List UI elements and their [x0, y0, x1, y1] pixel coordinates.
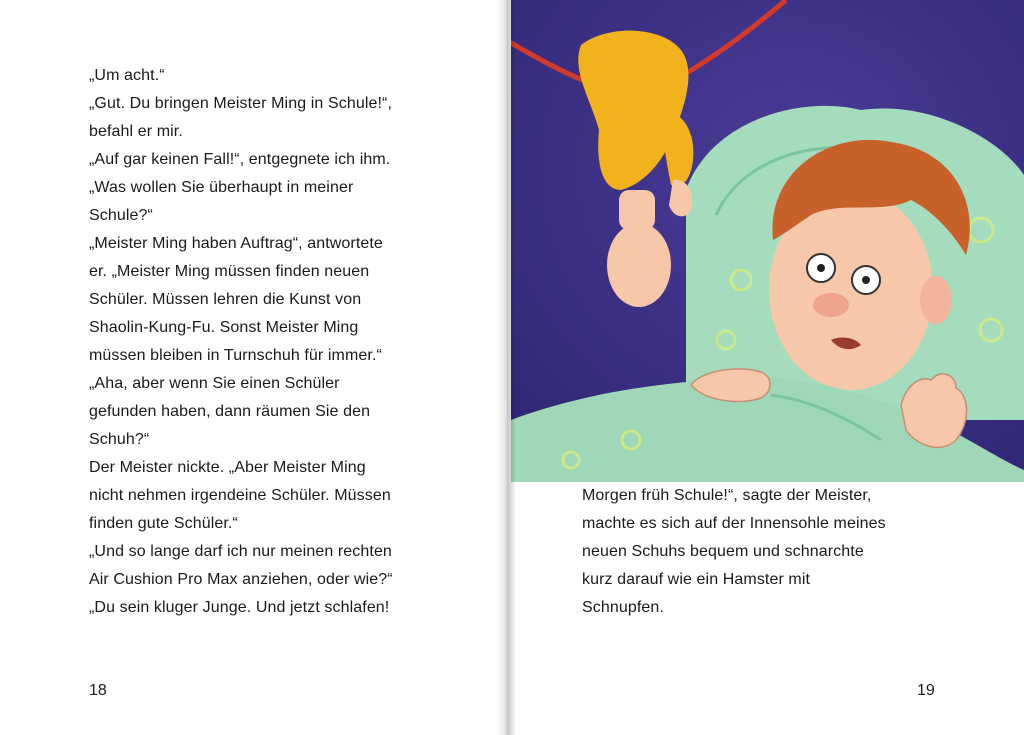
text-line: gefunden haben, dann räumen Sie den	[89, 403, 371, 420]
text-line: „Um acht.“	[89, 67, 165, 84]
text-line: Schuh?“	[89, 431, 150, 448]
text-line: Shaolin-Kung-Fu. Sonst Meister Ming	[89, 319, 359, 336]
text-line: kurz darauf wie ein Hamster mit	[582, 571, 811, 588]
text-line: „Auf gar keinen Fall!“, entgegnete ich ihm.	[89, 151, 391, 168]
text-line: nicht nehmen irgendeine Schüler. Müssen	[89, 487, 391, 504]
text-line: müssen bleiben in Turnschuh für immer.“	[89, 347, 382, 364]
page-number-right: 19	[917, 682, 935, 699]
left-page	[0, 0, 507, 735]
text-line: er. „Meister Ming müssen finden neuen	[89, 263, 370, 280]
left-page-text	[89, 62, 393, 622]
text-line: Schnupfen.	[582, 599, 664, 616]
book-gutter	[497, 0, 515, 735]
text-line: Air Cushion Pro Max anziehen, oder wie?“	[89, 571, 393, 588]
text-line: finden gute Schüler.“	[89, 515, 238, 532]
text-line: neuen Schuhs bequem und schnarchte	[582, 543, 864, 560]
master-head	[607, 223, 671, 307]
bedtime-illustration	[511, 0, 1024, 482]
text-line: Morgen früh Schule!“, sagte der Meister,	[582, 487, 872, 504]
page-number-left: 18	[89, 682, 107, 699]
text-line: „Und so lange darf ich nur meinen rechten	[89, 543, 392, 560]
text-line: befahl er mir.	[89, 123, 183, 140]
text-line: „Gut. Du bringen Meister Ming in Schule!“,	[89, 95, 392, 112]
boy-ear	[920, 276, 952, 324]
text-line: Schule?“	[89, 207, 153, 224]
text-line: „Was wollen Sie überhaupt in meiner	[89, 179, 354, 196]
text-line: „Aha, aber wenn Sie einen Schüler	[89, 375, 340, 392]
text-line: machte es sich auf der Innensohle meines	[582, 515, 886, 532]
boy-nose	[813, 293, 849, 317]
right-page-text	[582, 482, 886, 622]
text-line: „Du sein kluger Junge. Und jetzt schlafen!	[89, 599, 390, 616]
text-line: „Meister Ming haben Auftrag“, antwortete	[89, 235, 383, 252]
text-line: Der Meister nickte. „Aber Meister Ming	[89, 459, 366, 476]
text-line: Schüler. Müssen lehren die Kunst von	[89, 291, 362, 308]
